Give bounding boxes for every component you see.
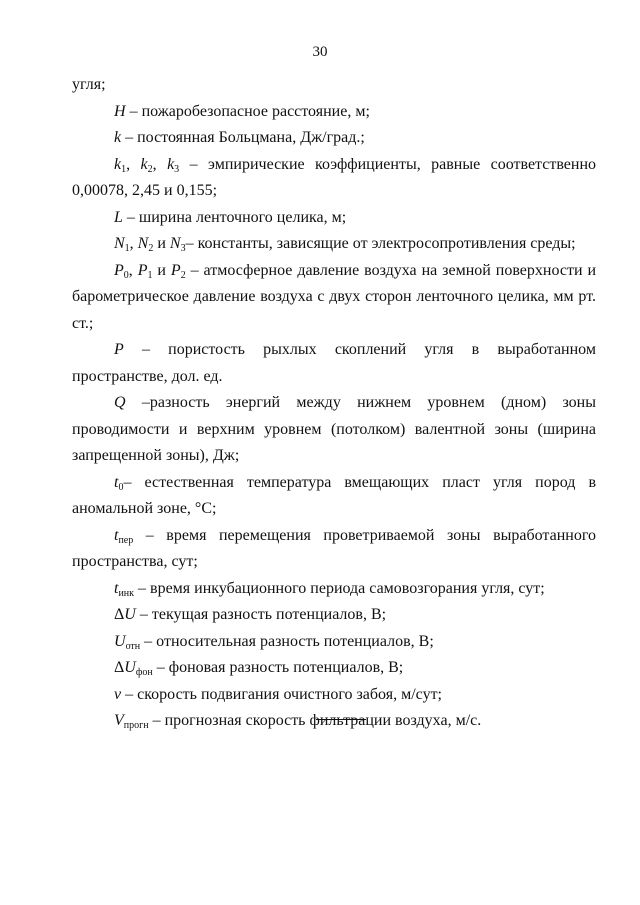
definition-U-otn [72, 629, 596, 656]
subscript: 1 [147, 269, 153, 281]
definition-text: – фоновая разность потенциалов, В; [152, 659, 404, 676]
definition-text: – константы, зависящие от электросопротивления среды; [185, 235, 576, 252]
definition-H [72, 99, 596, 126]
definition-N1-N2-N3 [72, 231, 596, 258]
definition-P0-P1-P2 [72, 258, 596, 338]
definition-Q [72, 390, 596, 470]
definition-v [72, 682, 596, 709]
symbol-P0: P [114, 261, 124, 279]
symbol-t-ink: t [114, 579, 119, 597]
symbol-H: H [114, 102, 126, 120]
definition-k1-k2-k3 [72, 152, 596, 205]
symbol-k3: k [167, 155, 175, 173]
definition-text: – естественная температура вмещающих пласт угля пород в аномальной зоне, °С; [72, 473, 596, 517]
symbol-U-otn: U [114, 632, 126, 650]
definition-text: – относительная разность потенциалов, В; [140, 632, 434, 650]
subscript: 0 [123, 269, 129, 281]
symbol-L: L [114, 208, 123, 226]
symbol-P: P [114, 341, 124, 358]
definition-P [72, 337, 596, 390]
definition-text: – постоянная Больцмана, Дж/град.; [121, 129, 365, 146]
separator: и [152, 261, 171, 279]
definition-text: –разность энергий между нижнем уровнем (дном) зоны проводимости и верхним уровнем (потолком) валентной зоны (ширина запрещенной зоны), Дж; [72, 394, 596, 464]
subscript: 1 [121, 163, 127, 175]
subscript: 3 [180, 243, 186, 254]
subscript: инк [118, 587, 135, 599]
symbol-P1: P [137, 261, 148, 279]
symbol-U-fon: U [124, 659, 136, 676]
subscript: пер [118, 534, 134, 546]
definition-text: – пожаробезопасное расстояние, м; [125, 102, 370, 120]
symbol-k1: k [114, 155, 122, 173]
subscript: 2 [147, 163, 153, 175]
definition-text: – время перемещения проветриваемой зоны выработанного пространства, сут; [72, 526, 596, 570]
end-rule-divider [316, 719, 366, 720]
continuation-text: угля; [72, 76, 106, 93]
symbol-t0: t [114, 473, 119, 491]
definition-delta-U-fon [72, 655, 596, 682]
symbol-N1: N [114, 235, 125, 252]
subscript: прогн [123, 720, 149, 731]
subscript: 1 [124, 243, 130, 254]
symbol-N3: N [169, 235, 181, 252]
separator: , [129, 235, 138, 252]
subscript: отн [125, 640, 141, 652]
symbol-v: v [114, 685, 122, 703]
definition-text: – время инкубационного периода самовозгорания угля, сут; [134, 579, 545, 597]
page-number: 30 [312, 44, 328, 60]
definition-L [72, 205, 596, 232]
definition-t-per [72, 523, 596, 576]
symbol-U: U [124, 606, 136, 623]
definitions-list [72, 72, 596, 735]
definition-text: – текущая разность потенциалов, В; [135, 606, 387, 623]
separator: и [153, 235, 170, 252]
symbol-P2: P [170, 261, 181, 279]
definition-t-ink [72, 576, 596, 603]
definition-text: – ширина ленточного целика, м; [122, 208, 347, 226]
delta-prefix: Δ [114, 606, 125, 623]
subscript: 2 [148, 243, 154, 254]
definition-delta-U [72, 602, 596, 629]
definition-text: – атмосферное давление воздуха на земной поверхности и барометрическое давление воздуха с двух сторон ленточного целика, мм рт. ст.; [72, 261, 597, 332]
definition-k [72, 125, 596, 152]
symbol-k2: k [140, 155, 148, 173]
subscript: 2 [180, 269, 186, 281]
definition-text: – эмпирические коэффициенты, равные соответственно 0,00078, 2,45 и 0,155; [72, 155, 597, 199]
symbol-t-per: t [114, 526, 119, 544]
delta-prefix: Δ [114, 659, 125, 676]
symbol-N2: N [137, 235, 149, 252]
definition-text: – скорость подвигания очистного забоя, м/сут; [121, 685, 442, 703]
definition-text: – прогнозная скорость фильтрации воздуха, м/с. [148, 712, 482, 729]
definition-text: – пористость рыхлых скоплений угля в выработанном пространстве, дол. ед. [72, 341, 596, 385]
subscript: фон [135, 667, 153, 678]
separator: , [128, 261, 138, 279]
symbol-Q: Q [114, 394, 126, 411]
continuation-line [72, 72, 596, 99]
separator: , [152, 155, 168, 173]
symbol-V-progn: V [114, 712, 124, 729]
separator: , [126, 155, 141, 173]
symbol-k: k [114, 129, 122, 146]
subscript: 0 [118, 481, 124, 493]
subscript: 3 [174, 163, 180, 175]
definition-V-progn [72, 708, 596, 735]
definition-t0 [72, 470, 596, 523]
